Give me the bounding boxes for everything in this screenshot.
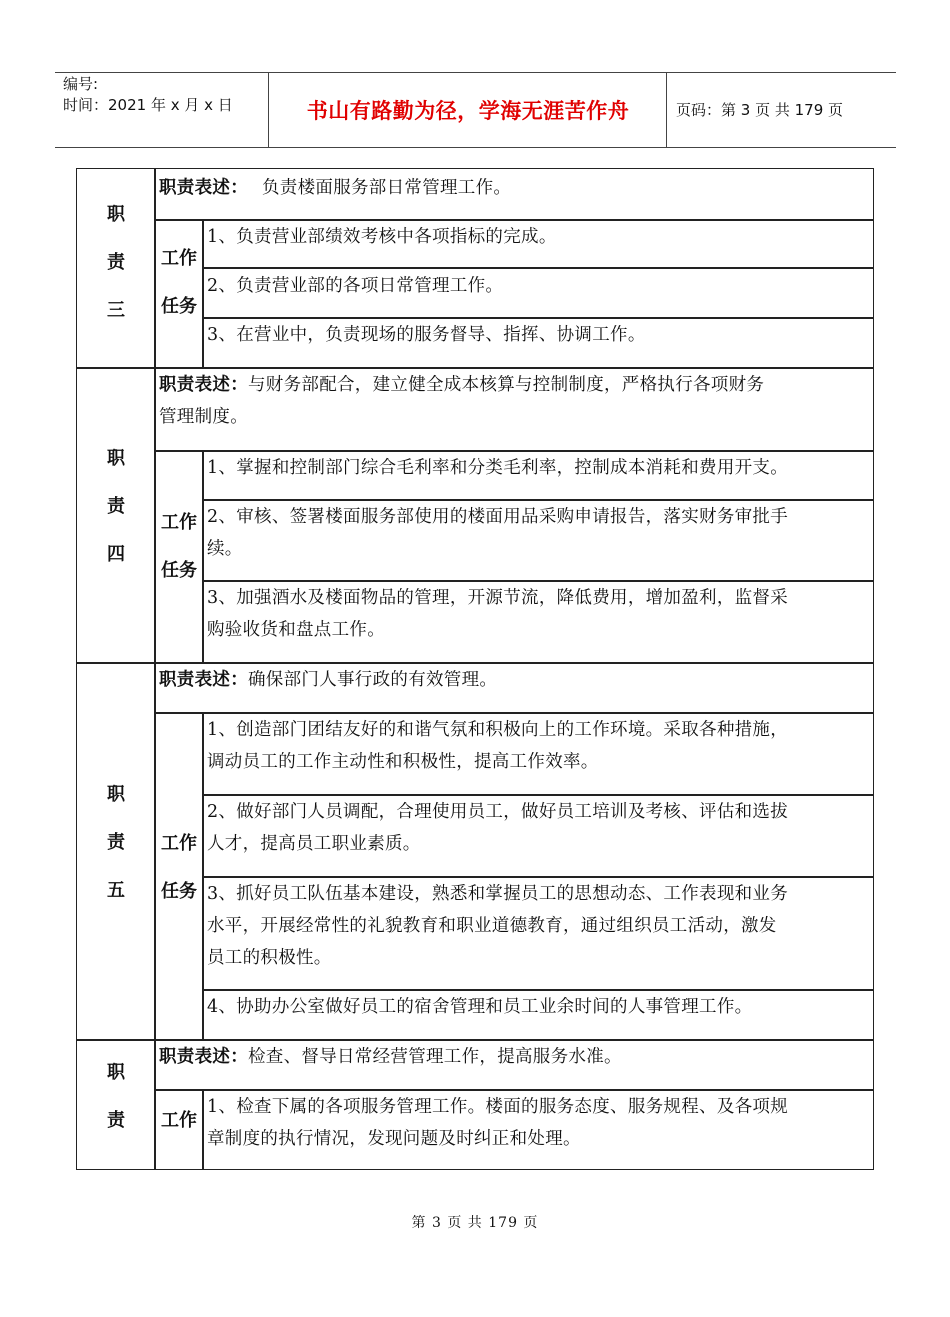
- page-footer: 第 3 页 共 179 页: [411, 1215, 539, 1231]
- task-item: 2、负责营业部的各项日常管理工作。: [207, 276, 504, 296]
- duty-label-char: 职: [107, 784, 125, 805]
- duty-label-char: 责: [107, 1110, 125, 1131]
- task-item-continued: 调动员工的工作主动性和积极性，提高工作效率。: [207, 752, 599, 772]
- task-label-char: 任务: [161, 296, 197, 317]
- task-item-continued: 章制度的执行情况，发现问题及时纠正和处理。: [207, 1129, 581, 1149]
- header-bottom-rule: [55, 147, 896, 148]
- summary-label: 职责表述：: [159, 670, 248, 690]
- duty-label-char: 职: [107, 204, 125, 225]
- summary-label: 职责表述：: [159, 375, 248, 395]
- task-item: 1、检查下属的各项服务管理工作。楼面的服务态度、服务规程、及各项规: [207, 1097, 789, 1117]
- task-label-char: 工作: [161, 512, 197, 533]
- task-label-char: 任务: [161, 881, 197, 902]
- header-page-label: 页码：第 3 页 共 179 页: [676, 101, 844, 119]
- summary-text: 与财务部配合，建立健全成本核算与控制制度，严格执行各项财务: [248, 375, 765, 395]
- duty-label-char: 责: [107, 252, 125, 273]
- summary-text: 确保部门人事行政的有效管理。: [248, 670, 498, 690]
- duty-label-char: 四: [107, 544, 125, 565]
- task-item: 3、抓好员工队伍基本建设，熟悉和掌握员工的思想动态、工作表现和业务: [207, 884, 789, 904]
- duty-label-char: 五: [107, 880, 125, 901]
- task-label-char: 工作: [161, 248, 197, 269]
- document-time-label: 时间：2021 年 x 月 x 日: [63, 96, 233, 114]
- duty-label-char: 责: [107, 832, 125, 853]
- task-item-continued: 人才，提高员工职业素质。: [207, 834, 421, 854]
- task-item-continued: 续。: [207, 539, 243, 559]
- task-item: 3、在营业中，负责现场的服务督导、指挥、协调工作。: [207, 325, 646, 345]
- duty-summary: [159, 664, 497, 696]
- task-item: 1、负责营业部绩效考核中各项指标的完成。: [207, 227, 557, 247]
- task-item-continued: 员工的积极性。: [207, 948, 332, 968]
- duty-label-char: 三: [107, 300, 125, 321]
- header-meta: [63, 74, 233, 116]
- task-label-char: 工作: [161, 1110, 197, 1131]
- duty-label-char: 职: [107, 448, 125, 469]
- task-item-continued: 购验收货和盘点工作。: [207, 620, 385, 640]
- document-number-label: 编号:: [63, 75, 99, 93]
- duty-label-char: 职: [107, 1062, 125, 1083]
- task-label-char: 工作: [161, 833, 197, 854]
- task-item: 1、掌握和控制部门综合毛利率和分类毛利率，控制成本消耗和费用开支。: [207, 458, 789, 478]
- duty-summary: [159, 1041, 622, 1073]
- task-item: 1、创造部门团结友好的和谐气氛和积极向上的工作环境。采取各种措施，: [207, 720, 789, 740]
- summary-label: 职责表述：: [159, 178, 248, 198]
- header-divider: [268, 72, 269, 148]
- task-item-continued: 水平，开展经常性的礼貌教育和职业道德教育，通过组织员工活动，激发: [207, 916, 777, 936]
- row-divider: [202, 267, 873, 269]
- task-label-char: 任务: [161, 560, 197, 581]
- summary-text: 检查、督导日常经营管理工作，提高服务水准。: [248, 1047, 622, 1067]
- duty-summary: [159, 369, 764, 401]
- header-top-rule: [55, 72, 896, 73]
- duty-summary-continued: 管理制度。: [159, 407, 248, 427]
- summary-label: 职责表述：: [159, 1047, 248, 1067]
- header-divider: [666, 72, 667, 148]
- duty-label-char: 责: [107, 496, 125, 517]
- summary-text: 负责楼面服务部日常管理工作。: [262, 178, 512, 198]
- header-motto: 书山有路勤为径，学海无涯苦作舟: [306, 98, 630, 123]
- task-item: 3、加强酒水及楼面物品的管理，开源节流，降低费用，增加盈利，监督采: [207, 588, 789, 608]
- task-item: 2、审核、签署楼面服务部使用的楼面用品采购申请报告，落实财务审批手: [207, 507, 789, 527]
- task-item: 2、做好部门人员调配，合理使用员工，做好员工培训及考核、评估和选拔: [207, 802, 789, 822]
- task-item: 4、协助办公室做好员工的宿舍管理和员工业余时间的人事管理工作。: [207, 997, 753, 1017]
- duty-summary: [159, 172, 511, 204]
- duties-table: [76, 168, 874, 1170]
